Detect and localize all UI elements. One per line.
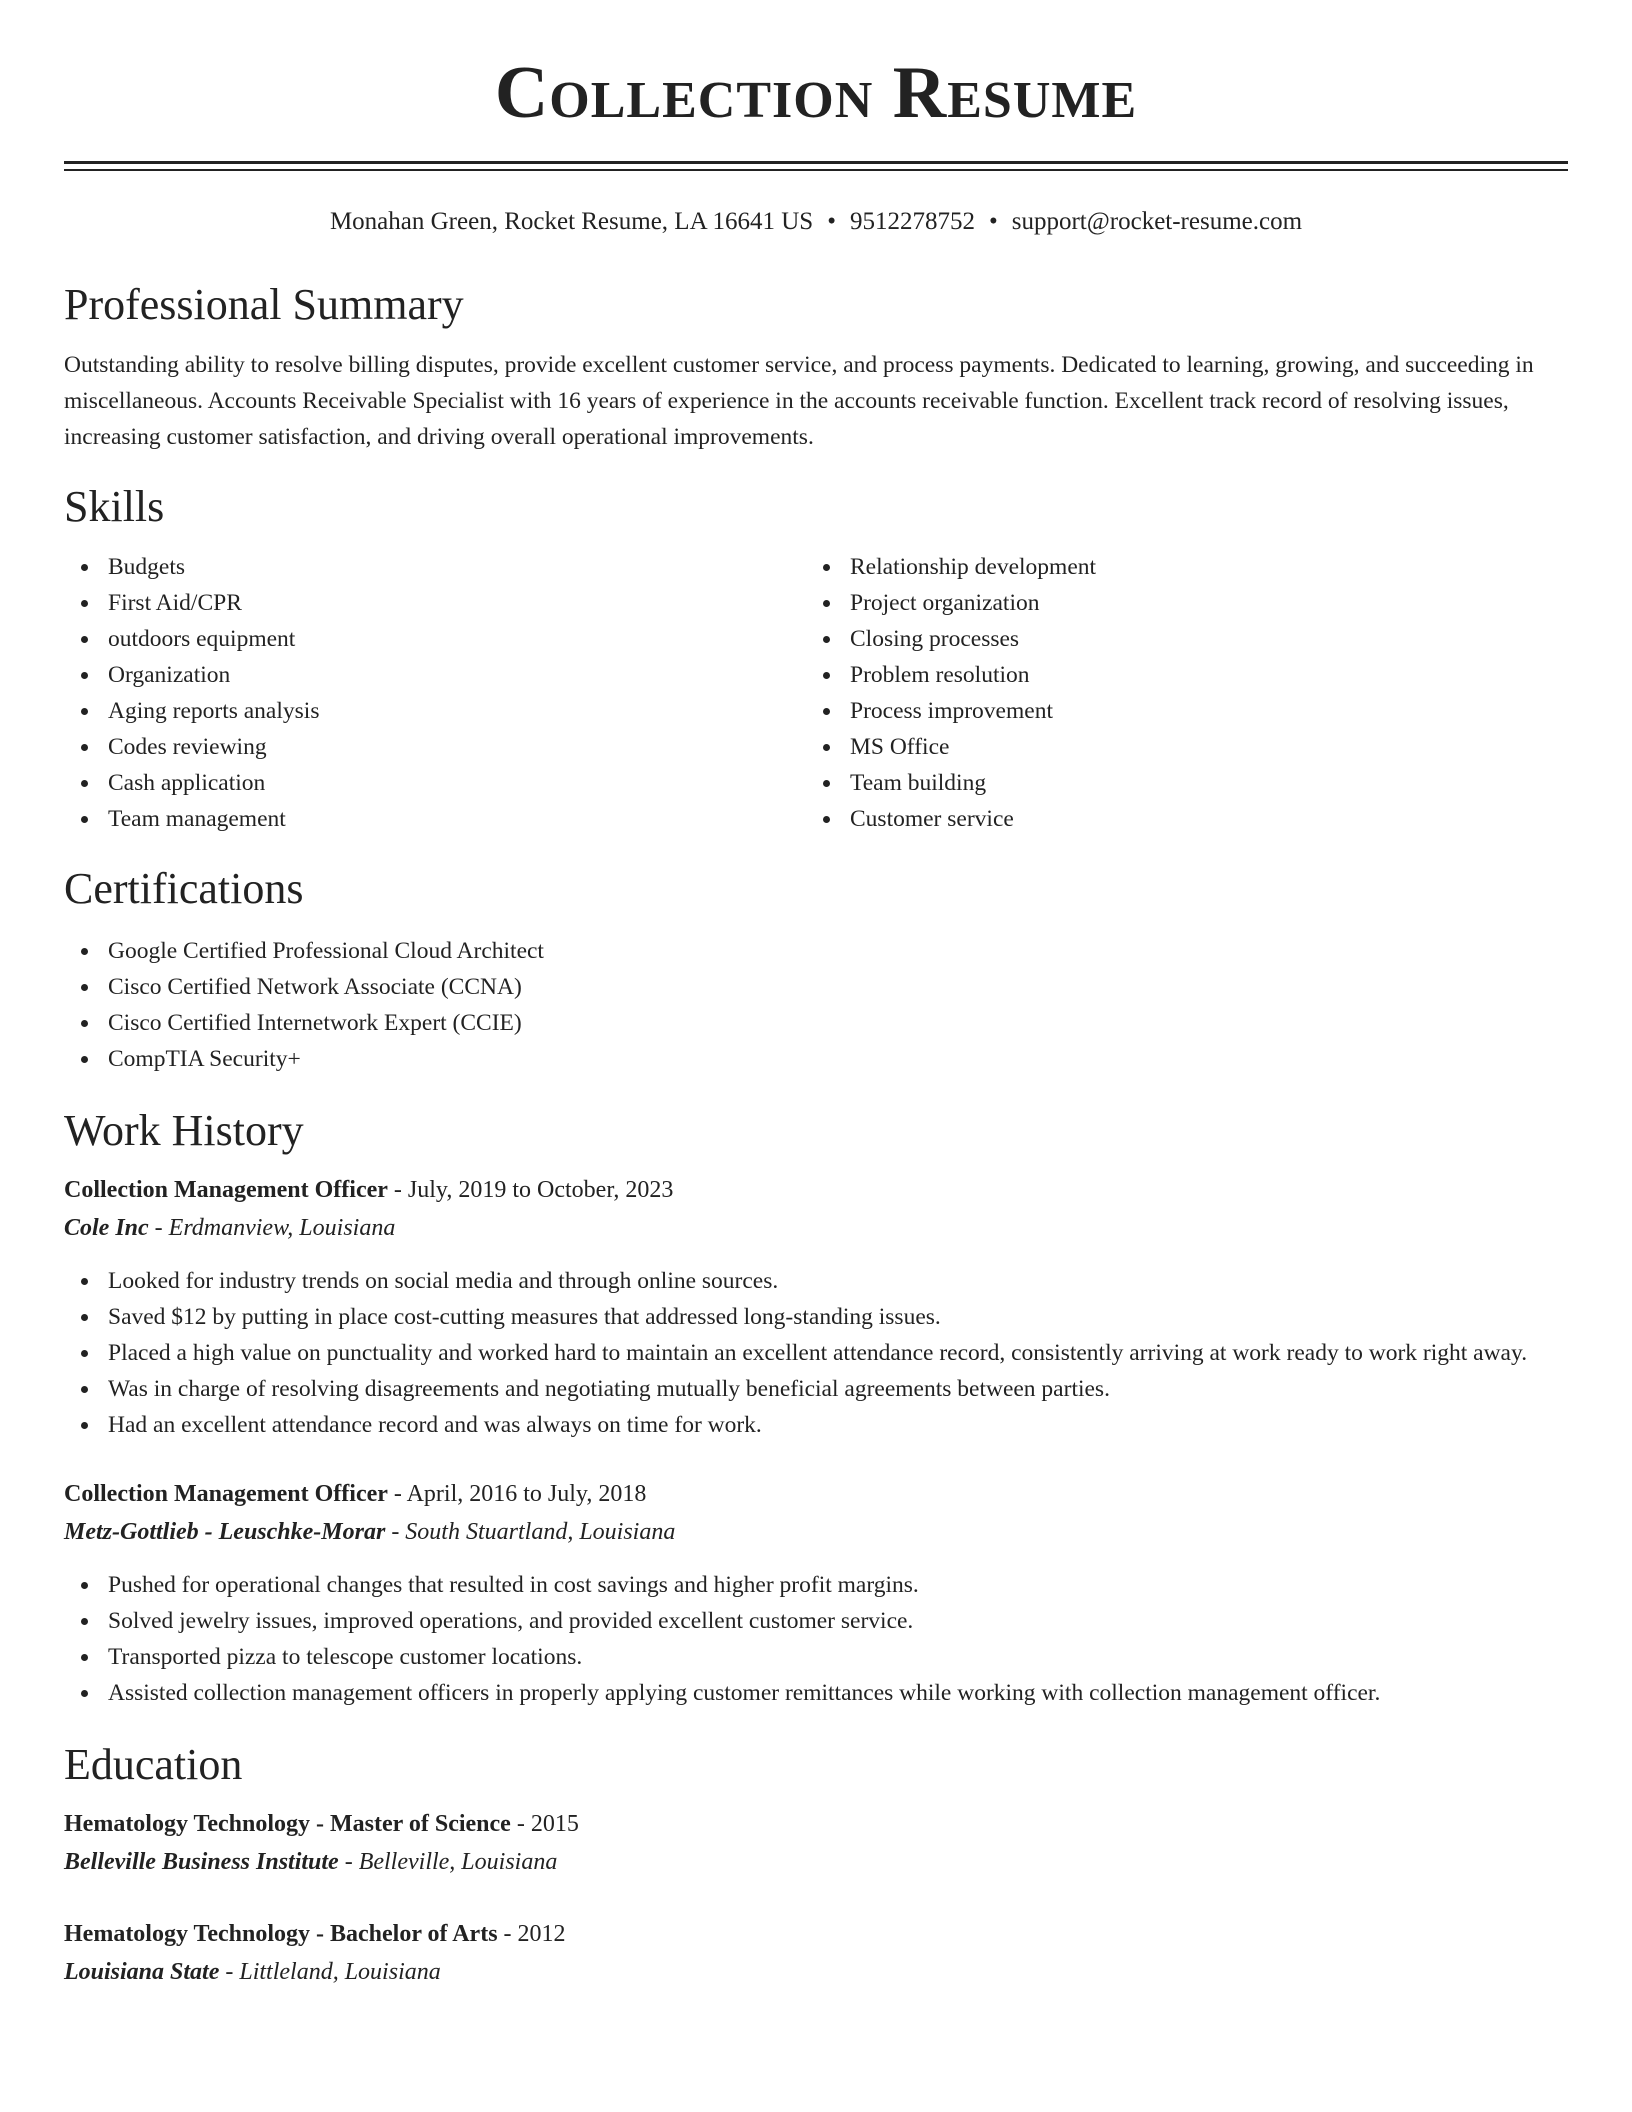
education-degree-line <box>64 1805 1568 1843</box>
skill-item: Aging reports analysis <box>64 693 806 729</box>
job-bullet: Pushed for operational changes that resulted in cost savings and higher profit margins. <box>64 1567 1568 1603</box>
job-bullets <box>64 1567 1568 1711</box>
education-degree-line <box>64 1915 1568 1953</box>
contact-address: Monahan Green, Rocket Resume, LA 16641 US <box>329 208 814 235</box>
summary-heading: Professional Summary <box>64 280 464 329</box>
certifications-list <box>64 933 1568 1077</box>
summary-text: Outstanding ability to resolve billing disputes, provide excellent customer service, and process payments. Dedicated to learning, growing, and succeeding in miscellaneous. Accounts Receivable Specialist with 16 years of experience in the accounts receivable function. Excellent track record of resolving issues, increasing customer satisfaction, and driving overall operational improvements. <box>64 352 1534 450</box>
education-entry <box>64 1805 1568 1881</box>
skill-item: Cash application <box>64 765 806 801</box>
education-heading: Education <box>64 1740 243 1789</box>
education-school: Louisiana State <box>64 1959 220 1985</box>
job-company: Cole Inc <box>64 1215 149 1241</box>
job-bullet: Assisted collection management officers in properly applying customer remittances while working with collection management officer. <box>64 1675 1568 1711</box>
job-title-line <box>64 1171 1568 1209</box>
job-entry <box>64 1475 1568 1711</box>
job-dates: - April, 2016 to July, 2018 <box>387 1481 647 1507</box>
education-degree: Hematology Technology - Bachelor of Arts <box>64 1921 498 1947</box>
job-company-line <box>64 1513 1568 1551</box>
job-location: - South Stuartland, Louisiana <box>385 1519 676 1545</box>
contact-separator: • <box>988 208 998 235</box>
job-title-line <box>64 1475 1568 1513</box>
education-year: - 2015 <box>510 1811 579 1837</box>
skill-item: Relationship development <box>806 549 1548 585</box>
certification-item: CompTIA Security+ <box>64 1041 1568 1077</box>
education-location: - Littleland, Louisiana <box>219 1959 441 1985</box>
job-bullet: Looked for industry trends on social media and through online sources. <box>64 1263 1568 1299</box>
job-bullet: Was in charge of resolving disagreements and negotiating mutually beneficial agreements between parties. <box>64 1371 1568 1407</box>
certifications-heading: Certifications <box>64 864 304 913</box>
skill-item: Budgets <box>64 549 806 585</box>
title-divider-thick <box>64 161 1568 164</box>
education-school: Belleville Business Institute <box>64 1849 339 1875</box>
job-company: Metz-Gottlieb - Leuschke-Morar <box>64 1519 386 1545</box>
skill-item: Process improvement <box>806 693 1548 729</box>
contact-email: support@rocket-resume.com <box>1011 208 1303 235</box>
education-year: - 2012 <box>497 1921 566 1947</box>
education-location: - Belleville, Louisiana <box>338 1849 558 1875</box>
contact-phone: 9512278752 <box>849 208 975 235</box>
skills-column-left <box>64 549 806 837</box>
job-entry <box>64 1171 1568 1443</box>
certification-item: Cisco Certified Internetwork Expert (CCIE) <box>64 1005 1568 1041</box>
skill-item: Team building <box>806 765 1548 801</box>
job-bullet: Solved jewelry issues, improved operations, and provided excellent customer service. <box>64 1603 1568 1639</box>
education-school-line <box>64 1953 1568 1991</box>
education-degree: Hematology Technology - Master of Science <box>64 1811 511 1837</box>
job-bullet: Saved $12 by putting in place cost-cutting measures that addressed long-standing issues. <box>64 1299 1568 1335</box>
job-bullet: Had an excellent attendance record and was always on time for work. <box>64 1407 1568 1443</box>
skill-item: Organization <box>64 657 806 693</box>
skill-item: Team management <box>64 801 806 837</box>
contact-separator: • <box>827 208 836 235</box>
job-bullets <box>64 1263 1568 1443</box>
skill-item: Project organization <box>806 585 1548 621</box>
job-location: - Erdmanview, Louisiana <box>148 1215 396 1241</box>
resume-title: Collection Resume <box>494 52 1138 134</box>
job-dates: - July, 2019 to October, 2023 <box>387 1177 674 1203</box>
job-title: Collection Management Officer <box>64 1481 388 1507</box>
title-divider-thin <box>64 169 1568 171</box>
skills-list <box>64 549 1568 837</box>
skills-heading: Skills <box>64 482 165 531</box>
skill-item: MS Office <box>806 729 1548 765</box>
skills-column-right <box>806 549 1548 837</box>
work-history-heading: Work History <box>64 1106 304 1155</box>
contact-line <box>64 207 1568 237</box>
education-entry <box>64 1915 1568 1991</box>
certification-item: Google Certified Professional Cloud Architect <box>64 933 1568 969</box>
job-title: Collection Management Officer <box>64 1177 388 1203</box>
job-company-line <box>64 1209 1568 1247</box>
job-bullet: Placed a high value on punctuality and worked hard to maintain an excellent attendance record, consistently arriving at work ready to work right away. <box>64 1335 1568 1371</box>
skill-item: outdoors equipment <box>64 621 806 657</box>
job-bullet: Transported pizza to telescope customer locations. <box>64 1639 1568 1675</box>
skill-item: Codes reviewing <box>64 729 806 765</box>
skill-item: First Aid/CPR <box>64 585 806 621</box>
education-school-line <box>64 1843 1568 1881</box>
skill-item: Closing processes <box>806 621 1548 657</box>
skill-item: Customer service <box>806 801 1548 837</box>
certification-item: Cisco Certified Network Associate (CCNA) <box>64 969 1568 1005</box>
skill-item: Problem resolution <box>806 657 1548 693</box>
